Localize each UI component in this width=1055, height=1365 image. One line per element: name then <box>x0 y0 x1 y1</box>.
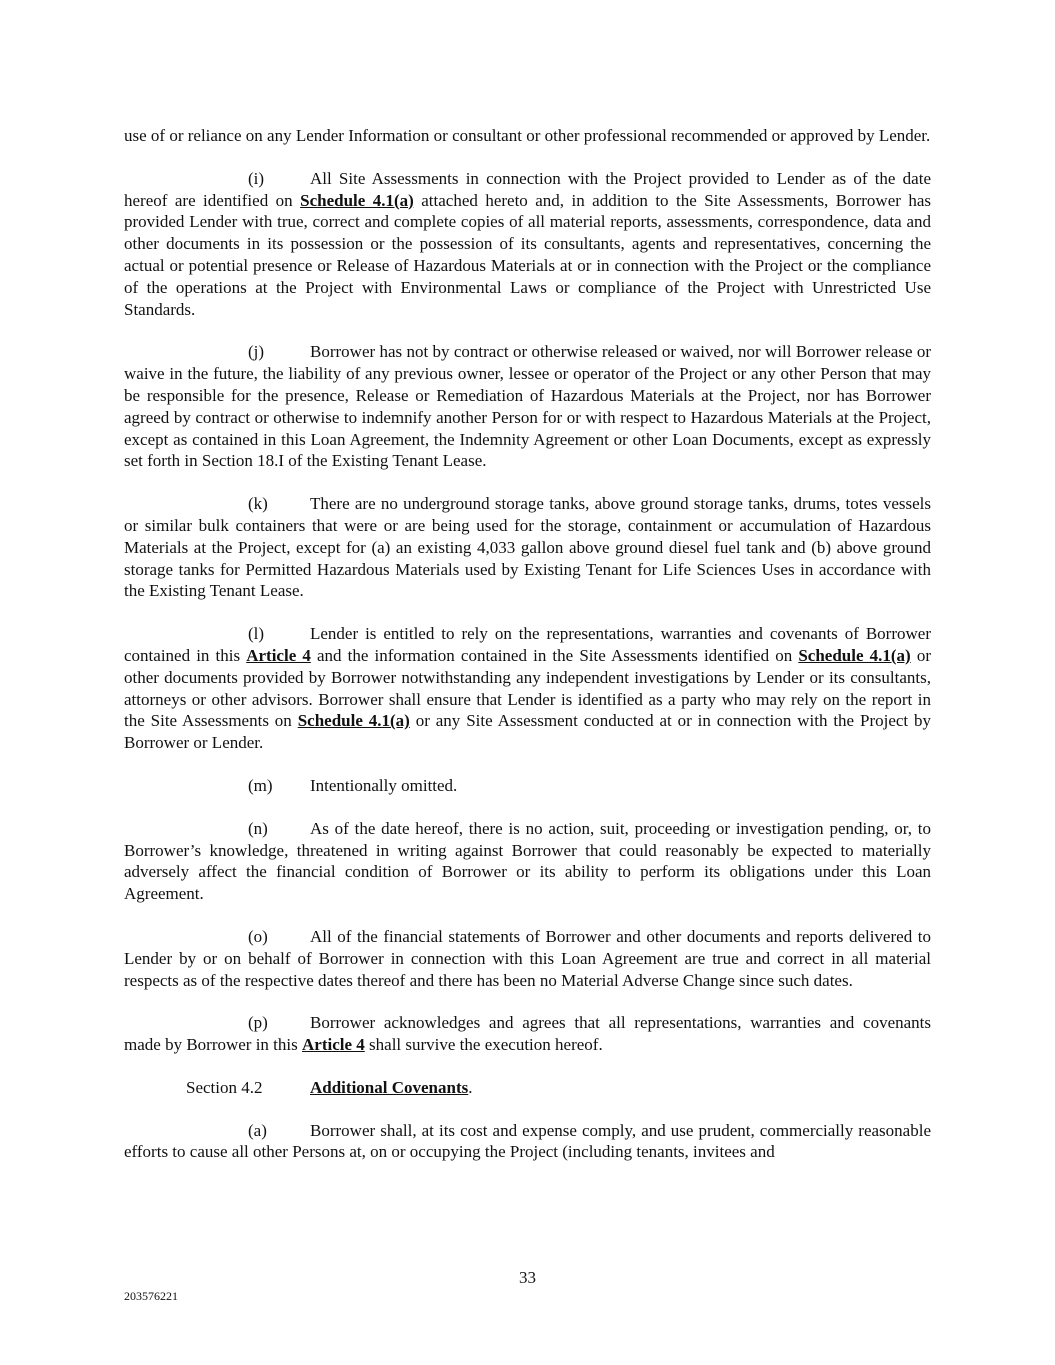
item-label: (j) <box>248 342 265 362</box>
item-label: (k) <box>248 494 268 514</box>
section-heading: Section 4.2 Additional Covenants. <box>186 1077 473 1097</box>
schedule-link[interactable]: Schedule 4.1(a) <box>300 190 414 210</box>
paragraph-a: (a) Borrower shall, at its cost and expense comply, and use prudent, commercially reasonable efforts to cause all other Persons at, on or occupying the Project (including tenants, invitees and <box>124 1120 931 1162</box>
intro-paragraph: use of or reliance on any Lender Information or consultant or other professional recommended or approved by Lender. <box>124 126 931 145</box>
item-label: (i) <box>248 168 265 188</box>
section-title: Additional Covenants <box>310 1077 469 1097</box>
item-label: (m) <box>248 775 273 795</box>
article-link[interactable]: Article 4 <box>302 1035 365 1055</box>
paragraph-j: (j) Borrower has not by contract or otherwise released or waived, nor will Borrower release or waive in the future, the liability of any previous owner, lessee or operator of the Project or any other Person that may be responsible for the presence, Release or Remediation of Hazardous Materials at the Project, nor has Borrower agreed by contract or otherwise to indemnify another Person for or with respect to Hazardous Materials at the Project, except as contained in this Loan Agreement, the Indemnity Agreement or other Loan Documents, except as expressly set forth in Section 18.I of the Existing Tenant Lease. <box>124 342 931 471</box>
section-number: Section 4.2 <box>186 1077 263 1097</box>
paragraph-n: (n) As of the date hereof, there is no action, suit, proceeding or investigation pending, or, to Borrower’s knowledge, threatened in writing against Borrower that could reasonably be expected to materially adversely affect the financial condition of Borrower or its ability to perform its obligations under this Loan Agreement. <box>124 818 931 904</box>
document-body <box>124 125 931 1184</box>
page-number: 33 <box>519 1268 536 1287</box>
schedule-link[interactable]: Schedule 4.1(a) <box>798 645 911 665</box>
paragraph-p: (p) Borrower acknowledges and agrees that all representations, warranties and covenants made by Borrower in this Article 4 shall survive the execution hereof. <box>124 1013 931 1055</box>
paragraph-i: (i) All Site Assessments in connection with the Project provided to Lender as of the date hereof are identified on Schedule 4.1(a) attached hereto and, in addition to the Site Assessments, Borrower has provided Lender with true, correct and complete copies of all material reports, assessments, correspondence, data and other documents in its possession or the possession of its consultants, agents and representatives, concerning the actual or potential presence or Release of Hazardous Materials at or in connection with the Project or the compliance of the operations at the Project with Environmental Laws or compliance of the Project with Unrestricted Use Standards. <box>124 168 932 319</box>
item-label: (o) <box>248 926 268 946</box>
item-label: (l) <box>248 624 265 644</box>
schedule-link[interactable]: Schedule 4.1(a) <box>297 711 410 731</box>
item-label: (p) <box>248 1013 268 1033</box>
item-label: (a) <box>248 1120 267 1140</box>
paragraph-l: (l) Lender is entitled to rely on the representations, warranties and covenants of Borrower contained in this Article 4 and the information contained in the Site Assessments identified on Schedule 4.1(a) or other documents provided by Borrower notwithstanding any independent investigations by Lender or its consultants, attorneys or other advisors. Borrower shall ensure that Lender is identified as a party who may rely on the report in the Site Assessments on Schedule 4.1(a) or any Site Assessment conducted at or in connection with the Project by Borrower or Lender. <box>124 624 932 753</box>
paragraph-k: (k) There are no underground storage tanks, above ground storage tanks, drums, totes vessels or similar bulk containers that were or are being used for the storage, containment or accumulation of Hazardous Materials at the Project, except for (a) an existing 4,033 gallon above ground diesel fuel tank and (b) above ground storage tanks for Permitted Hazardous Materials used by Existing Tenant for Life Sciences Uses in accordance with the Existing Tenant Lease. <box>124 494 931 601</box>
paragraph-m: (m) Intentionally omitted. <box>248 775 458 795</box>
paragraph-o: (o) All of the financial statements of Borrower and other documents and reports delivered to Lender by or on behalf of Borrower in connection with this Loan Agreement are true and correct in all material respects as of the respective dates thereof and there has been no Material Adverse Change since such dates. <box>124 926 931 990</box>
item-label: (n) <box>248 818 268 838</box>
document-id: 203576221 <box>124 1289 178 1303</box>
article-link[interactable]: Article 4 <box>246 645 311 665</box>
